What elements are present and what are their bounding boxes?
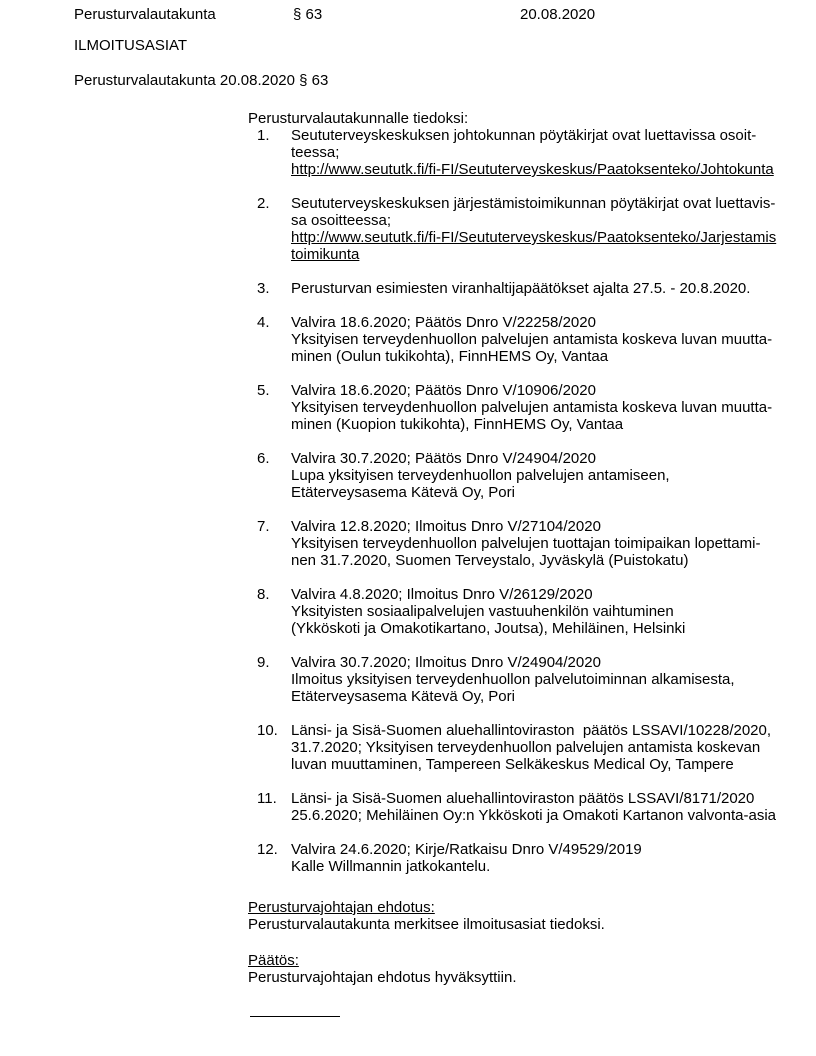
list-item-line: (Ykköskoti ja Omakotikartano, Joutsa), Mehiläinen, Helsinki	[291, 620, 686, 637]
list-item	[248, 722, 788, 773]
proposal-body: Perusturvalautakunta merkitsee ilmoitusasiat tiedoksi.	[248, 916, 605, 933]
decision-heading: Päätös:	[248, 952, 299, 969]
list-item-number: 3.	[257, 280, 270, 297]
list-item-line: Lupa yksityisen terveydenhuollon palvelujen antamiseen,	[291, 467, 670, 484]
list-item-number: 2.	[257, 195, 270, 212]
header-committee: Perusturvalautakunta	[74, 6, 216, 23]
list-item-line: 25.6.2020; Mehiläinen Oy:n Ykköskoti ja Omakoti Kartanon valvonta-asia	[291, 807, 776, 824]
list-item-line: Seututerveyskeskuksen järjestämistoimikunnan pöytäkirjat ovat luettavis-	[291, 195, 776, 212]
list-item-number: 9.	[257, 654, 270, 671]
header-date: 20.08.2020	[520, 6, 596, 23]
list-item-line: sa osoitteessa;	[291, 212, 392, 229]
signature-line	[250, 1016, 340, 1017]
document-link[interactable]: toimikunta	[291, 246, 360, 263]
document-link[interactable]: http://www.seututk.fi/fi-FI/Seututerveyskeskus/Paatoksenteko/Jarjestamis	[291, 229, 777, 246]
list-item-number: 6.	[257, 450, 270, 467]
list-item-number: 4.	[257, 314, 270, 331]
decision-body: Perusturvajohtajan ehdotus hyväksyttiin.	[248, 969, 517, 986]
proposal-heading: Perusturvajohtajan ehdotus:	[248, 899, 435, 916]
list-item	[248, 790, 788, 824]
document-title: ILMOITUSASIAT	[74, 37, 188, 54]
list-item-line: Valvira 18.6.2020; Päätös Dnro V/22258/2020	[291, 314, 596, 331]
list-item	[248, 127, 788, 178]
list-item	[248, 314, 788, 365]
list-item-line: Valvira 18.6.2020; Päätös Dnro V/10906/2020	[291, 382, 596, 399]
list-item-number: 1.	[257, 127, 270, 144]
list-item-line: luvan muuttaminen, Tampereen Selkäkeskus Medical Oy, Tampere	[291, 756, 734, 773]
list-item-line: Seututerveyskeskuksen johtokunnan pöytäkirjat ovat luettavissa osoit-	[291, 127, 757, 144]
list-item-line: Yksityisen terveydenhuollon palvelujen tuottajan toimipaikan lopettami-	[291, 535, 761, 552]
list-item-line: Ilmoitus yksityisen terveydenhuollon palvelutoiminnan alkamisesta,	[291, 671, 735, 688]
list-item-line: Perusturvan esimiesten viranhaltijapäätökset ajalta 27.5. - 20.8.2020.	[291, 280, 751, 297]
list-item	[248, 280, 788, 297]
list-item-line: Yksityisen terveydenhuollon palvelujen antamista koskeva luvan muutta-	[291, 399, 773, 416]
list-item-line: Valvira 24.6.2020; Kirje/Ratkaisu Dnro V/49529/2019	[291, 841, 642, 858]
list-item	[248, 654, 788, 705]
list-item-line: Valvira 30.7.2020; Ilmoitus Dnro V/24904/2020	[291, 654, 601, 671]
list-item-line: Valvira 30.7.2020; Päätös Dnro V/24904/2020	[291, 450, 596, 467]
list-item-line: minen (Oulun tukikohta), FinnHEMS Oy, Vantaa	[291, 348, 609, 365]
list-item	[248, 382, 788, 433]
header-section-number: § 63	[293, 6, 323, 23]
list-item-line: nen 31.7.2020, Suomen Terveystalo, Jyväskylä (Puistokatu)	[291, 552, 689, 569]
document-body	[248, 110, 788, 1017]
list-item-line: Etäterveysasema Kätevä Oy, Pori	[291, 484, 515, 501]
list-item-line: Valvira 12.8.2020; Ilmoitus Dnro V/27104/2020	[291, 518, 601, 535]
list-item-line: Etäterveysasema Kätevä Oy, Pori	[291, 688, 515, 705]
intro-line: Perusturvalautakunnalle tiedoksi:	[248, 110, 469, 127]
list-item-line: Kalle Willmannin jatkokantelu.	[291, 858, 491, 875]
document-subtitle: Perusturvalautakunta 20.08.2020 § 63	[74, 72, 329, 89]
list-item	[248, 195, 788, 263]
list-item-number: 8.	[257, 586, 270, 603]
list-item-line: Länsi- ja Sisä-Suomen aluehallintoviraston päätös LSSAVI/10228/2020,	[291, 722, 772, 739]
list-item-line: 31.7.2020; Yksityisen terveydenhuollon palvelujen antamista koskevan	[291, 739, 761, 756]
list-item-line: Yksityisen terveydenhuollon palvelujen antamista koskeva luvan muutta-	[291, 331, 773, 348]
list-item-line: Yksityisten sosiaalipalvelujen vastuuhenkilön vaihtuminen	[291, 603, 674, 620]
list-item	[248, 450, 788, 501]
document-link[interactable]: http://www.seututk.fi/fi-FI/Seututerveyskeskus/Paatoksenteko/Johtokunta	[291, 161, 774, 178]
list-item	[248, 841, 788, 875]
decision-section	[248, 952, 788, 986]
list-item-number: 12.	[257, 841, 278, 858]
list-item-number: 11.	[257, 790, 277, 807]
list-item	[248, 518, 788, 569]
list-item-line: Valvira 4.8.2020; Ilmoitus Dnro V/26129/2020	[291, 586, 593, 603]
document-header	[0, 0, 816, 23]
list-item-number: 5.	[257, 382, 270, 399]
list-item	[248, 586, 788, 637]
proposal-section	[248, 899, 788, 933]
list-item-line: Länsi- ja Sisä-Suomen aluehallintoviraston päätös LSSAVI/8171/2020	[291, 790, 755, 807]
list-item-line: minen (Kuopion tukikohta), FinnHEMS Oy, Vantaa	[291, 416, 624, 433]
list-item-number: 10.	[257, 722, 278, 739]
list-item-line: teessa;	[291, 144, 340, 161]
list-item-number: 7.	[257, 518, 270, 535]
